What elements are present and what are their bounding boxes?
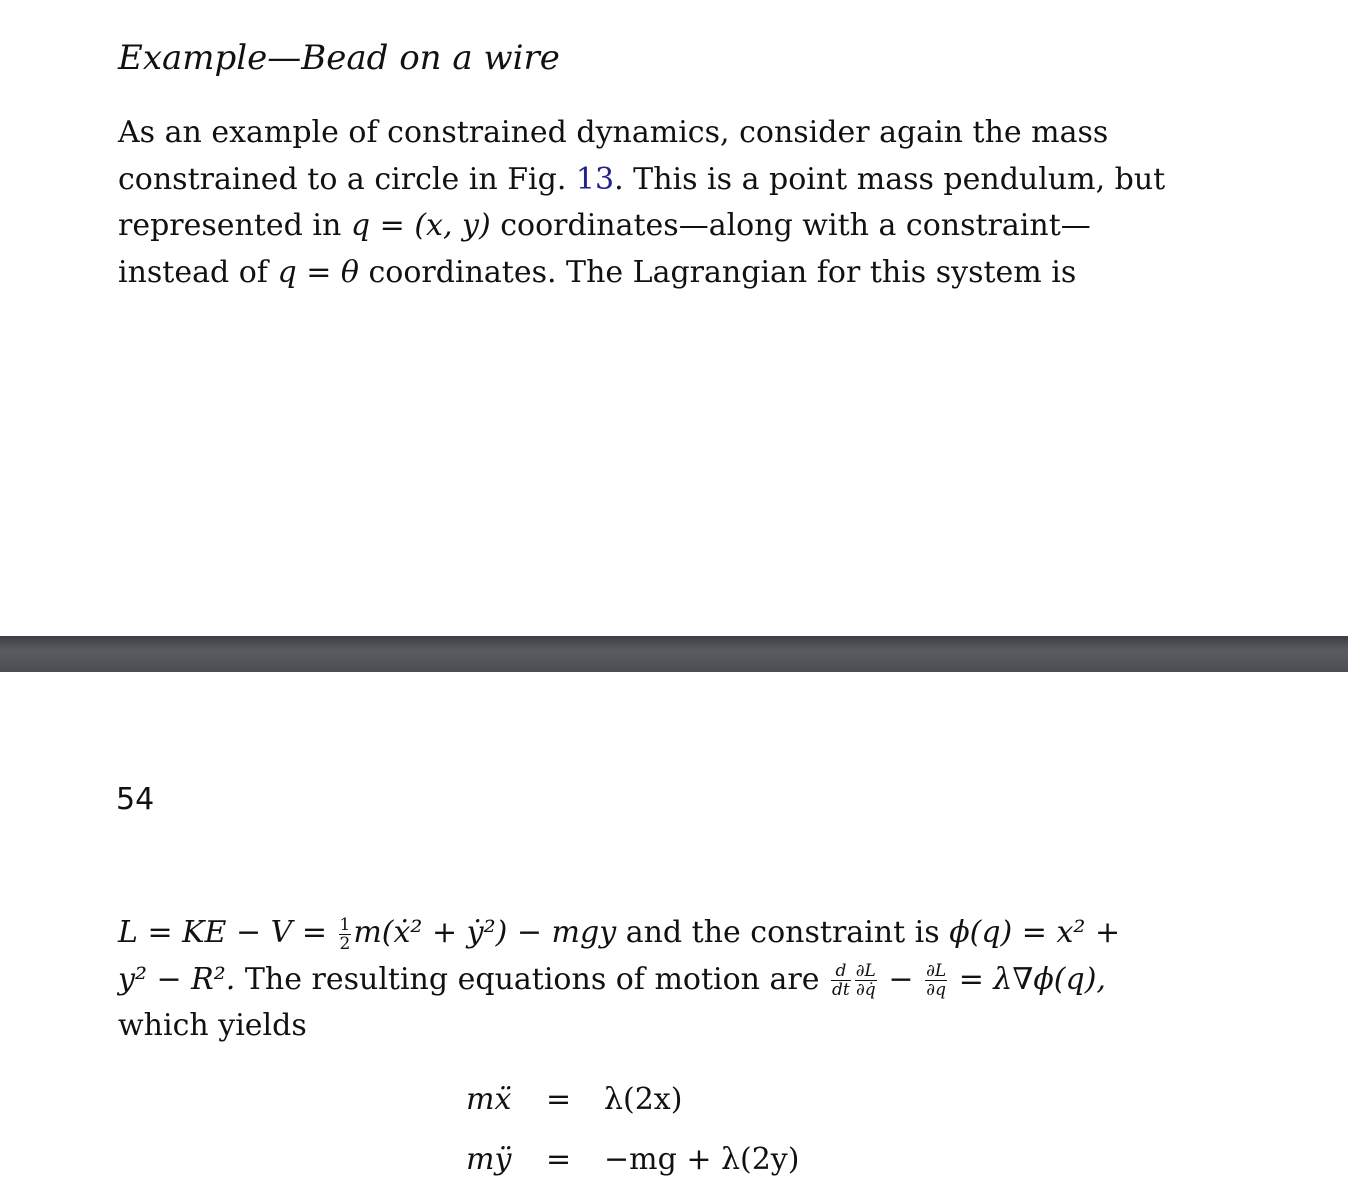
text: represented in xyxy=(118,208,342,243)
math-q: q xyxy=(277,254,297,290)
math-kinetic-term: m(ẋ² + ẏ²) − mgy xyxy=(353,915,617,950)
math-constraint-cont: y² − R². xyxy=(118,961,236,997)
lagrangian-paragraph xyxy=(118,910,1138,1050)
math-lagrangian-def: L = KE − V = xyxy=(118,915,337,950)
equation-row xyxy=(0,1142,1348,1198)
para-line xyxy=(118,157,1166,204)
page-number: 54 xyxy=(116,782,155,817)
equation-operator: = xyxy=(546,1082,572,1117)
text: The resulting equations of motion are xyxy=(235,961,830,997)
math-equals: = xyxy=(370,208,415,243)
intro-paragraph xyxy=(118,110,1166,296)
fraction-denominator: 2 xyxy=(339,933,351,954)
math-constraint-force: = λ∇ϕ(q), xyxy=(949,961,1106,997)
text: and the constraint is xyxy=(616,915,950,950)
para-line xyxy=(118,250,1138,297)
equation-operator: = xyxy=(546,1142,572,1177)
page-divider xyxy=(0,636,1348,672)
equation-lhs: mÿ xyxy=(466,1142,512,1177)
para-line xyxy=(118,910,1138,957)
text: instead of xyxy=(118,254,268,290)
text: constrained to a circle in Fig. xyxy=(118,161,567,197)
math-q: q xyxy=(350,208,371,243)
math-fraction-d-dt xyxy=(831,962,851,999)
fraction-numerator: ∂L xyxy=(926,961,947,981)
text: . This is a point mass pendulum, but xyxy=(614,161,1166,197)
para-line: As an example of constrained dynamics, consider again the mass xyxy=(118,115,1109,150)
equation-lhs: mẍ xyxy=(466,1082,512,1117)
text: coordinates—along with a constraint— xyxy=(490,208,1091,243)
math-fraction-dL-dqdot xyxy=(855,962,877,999)
text: coordinates. The Lagrangian for this system is xyxy=(358,254,1077,290)
fraction-denominator: dt xyxy=(832,980,850,1000)
fraction-numerator: 1 xyxy=(339,914,351,935)
math-xy: (x, y) xyxy=(414,208,491,243)
equation-row xyxy=(0,1082,1348,1138)
fraction-denominator: ∂q̇ xyxy=(855,980,876,1000)
figure-reference-link[interactable]: 13 xyxy=(575,161,615,197)
para-line: which yields xyxy=(118,1008,307,1043)
math-minus: − xyxy=(878,961,924,997)
math-fraction-half xyxy=(339,916,352,953)
math-equals: = xyxy=(296,254,341,290)
math-fraction-dL-dq xyxy=(925,962,947,999)
para-line xyxy=(118,957,1138,1004)
math-constraint: ϕ(q) = x² + xyxy=(949,915,1121,950)
fraction-numerator: d xyxy=(831,962,851,981)
equation-rhs: −mg + λ(2y) xyxy=(604,1142,800,1177)
fraction-numerator: ∂L xyxy=(855,961,876,981)
fraction-denominator: ∂q xyxy=(926,980,946,1000)
equation-rhs: λ(2x) xyxy=(604,1082,683,1117)
math-theta: θ xyxy=(340,254,359,290)
section-heading: Example—Bead on a wire xyxy=(118,38,560,78)
para-line xyxy=(118,203,1138,250)
